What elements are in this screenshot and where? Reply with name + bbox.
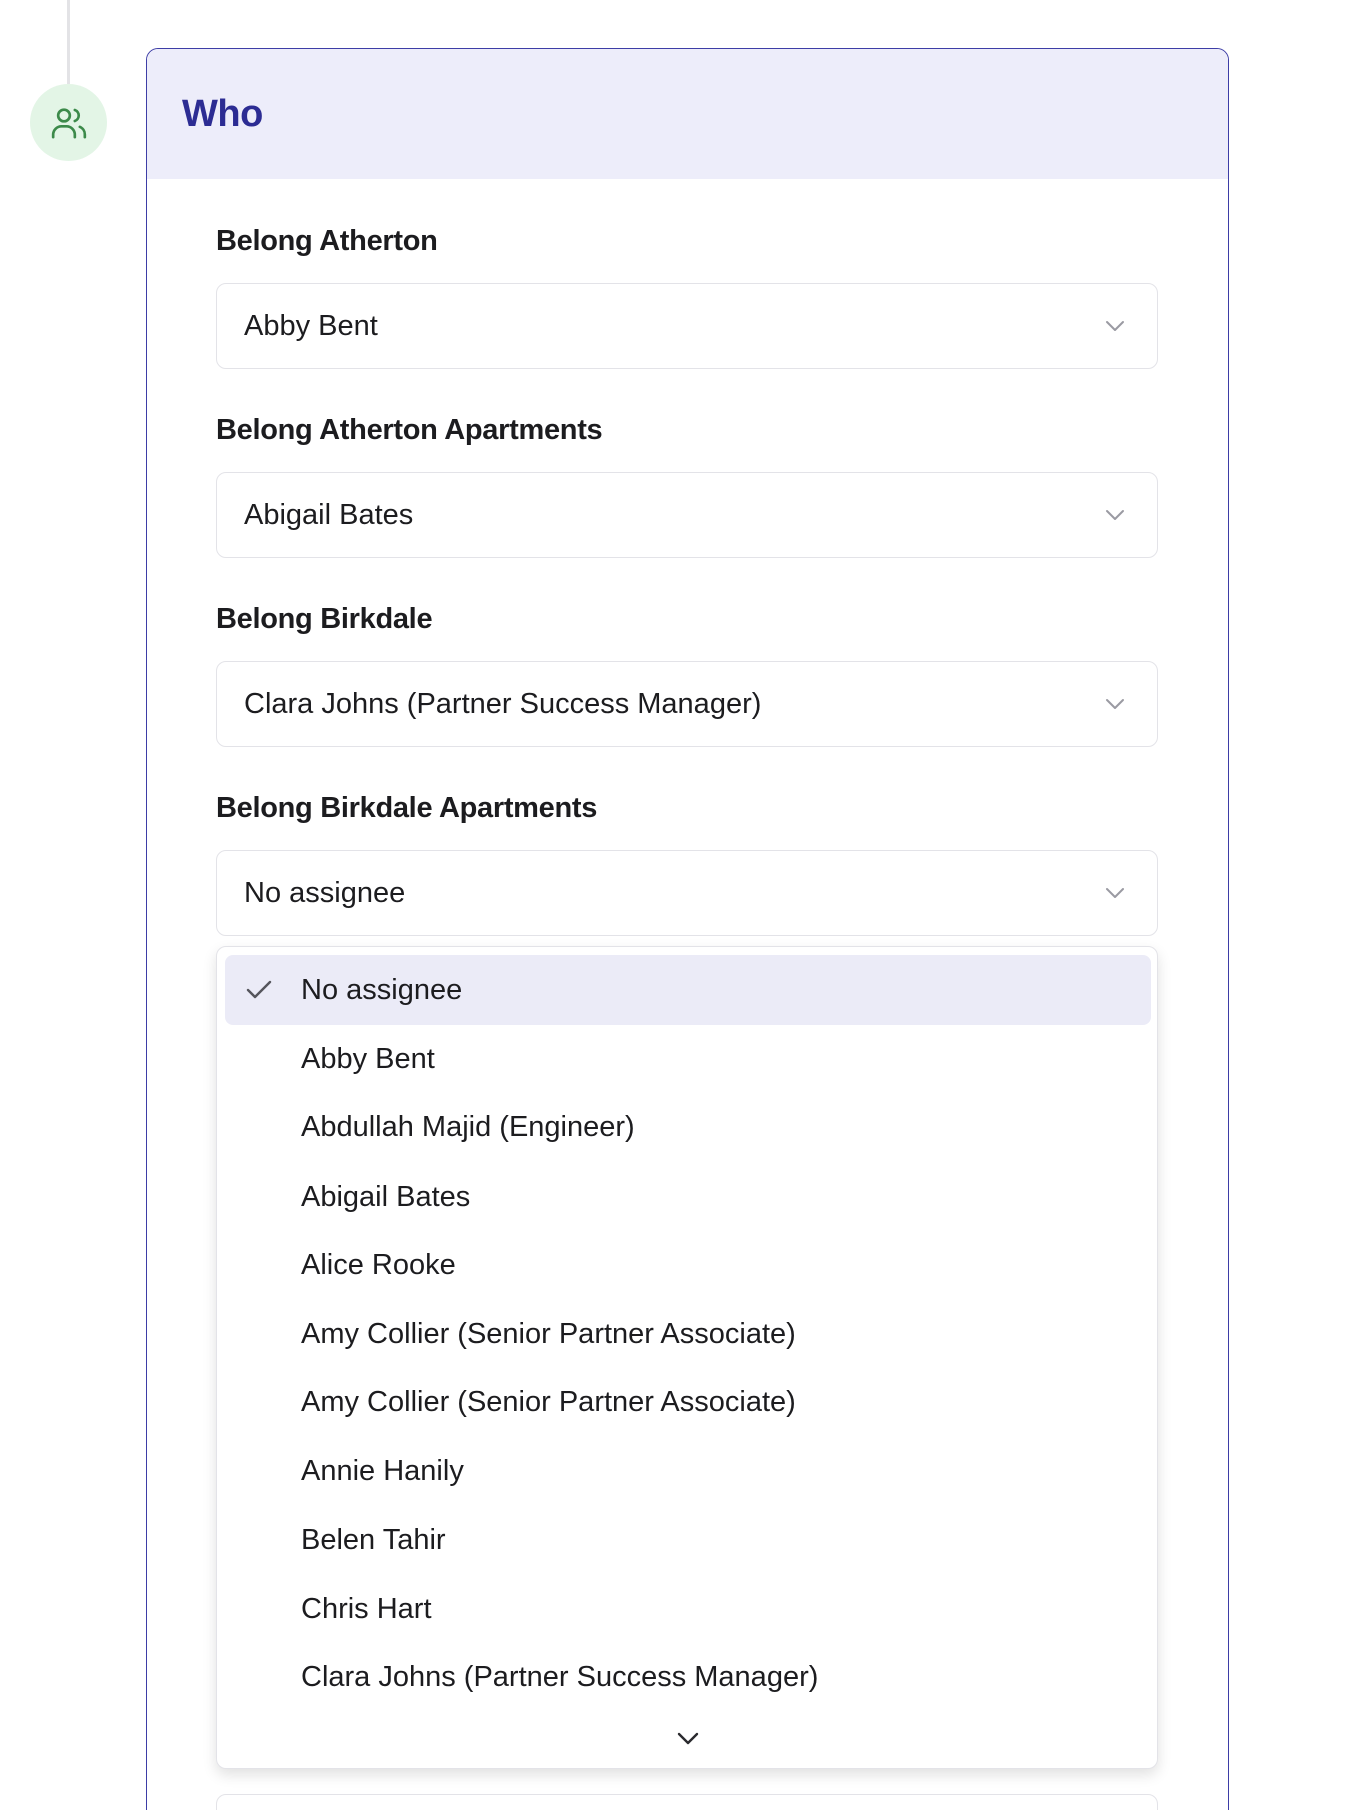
select-belong-birkdale-apartments[interactable] [216, 850, 1158, 936]
dropdown-option-selected[interactable] [225, 955, 1151, 1025]
field-label-belong-birkdale-apartments: Belong Birkdale Apartments [216, 792, 598, 824]
dropdown-option[interactable] [225, 1505, 1151, 1575]
option-label: Alice Rooke [301, 1248, 456, 1281]
select-value: Abigail Bates [244, 498, 414, 531]
section-header [147, 49, 1228, 179]
dropdown-option[interactable] [225, 1024, 1151, 1094]
dropdown-option[interactable] [225, 1299, 1151, 1369]
select-value: No assignee [244, 876, 406, 909]
chevron-down-icon [1103, 318, 1127, 334]
option-label: Clara Johns (Partner Success Manager) [301, 1660, 819, 1693]
select-value: Clara Johns (Partner Success Manager) [244, 687, 762, 720]
option-label: Abdullah Majid (Engineer) [301, 1110, 635, 1143]
dropdown-option[interactable] [225, 1436, 1151, 1506]
option-label: Abigail Bates [301, 1180, 471, 1213]
dropdown-option[interactable] [225, 1162, 1151, 1232]
dropdown-option[interactable] [225, 1092, 1151, 1162]
assignee-dropdown-listbox [216, 946, 1158, 1769]
dropdown-option[interactable] [225, 1230, 1151, 1300]
field-label-belong-atherton-apartments: Belong Atherton Apartments [216, 414, 603, 446]
field-label-belong-atherton: Belong Atherton [216, 225, 438, 257]
chevron-down-icon [1103, 507, 1127, 523]
timeline-connector [67, 0, 70, 84]
dropdown-option[interactable] [225, 1574, 1151, 1644]
chevron-down-icon [1103, 885, 1127, 901]
check-icon [245, 978, 273, 1002]
field-label-belong-birkdale: Belong Birkdale [216, 603, 433, 635]
select-next-field[interactable] [216, 1794, 1158, 1810]
users-icon [49, 103, 89, 143]
chevron-down-icon [1103, 696, 1127, 712]
select-belong-atherton-apartments[interactable] [216, 472, 1158, 558]
select-belong-atherton[interactable] [216, 283, 1158, 369]
dropdown-option[interactable] [225, 1642, 1151, 1712]
select-belong-birkdale[interactable] [216, 661, 1158, 747]
dropdown-option[interactable] [225, 1367, 1151, 1437]
option-label: No assignee [301, 973, 463, 1006]
option-label: Abby Bent [301, 1042, 435, 1075]
option-label: Annie Hanily [301, 1454, 464, 1487]
select-value: Abby Bent [244, 309, 378, 342]
option-label: Belen Tahir [301, 1523, 446, 1556]
option-label: Amy Collier (Senior Partner Associate) [301, 1385, 796, 1418]
option-label: Amy Collier (Senior Partner Associate) [301, 1317, 796, 1350]
timeline-badge [30, 84, 107, 161]
scroll-down-chevron-icon[interactable] [675, 1729, 701, 1747]
option-label: Chris Hart [301, 1592, 432, 1625]
section-title: Who [182, 92, 263, 135]
